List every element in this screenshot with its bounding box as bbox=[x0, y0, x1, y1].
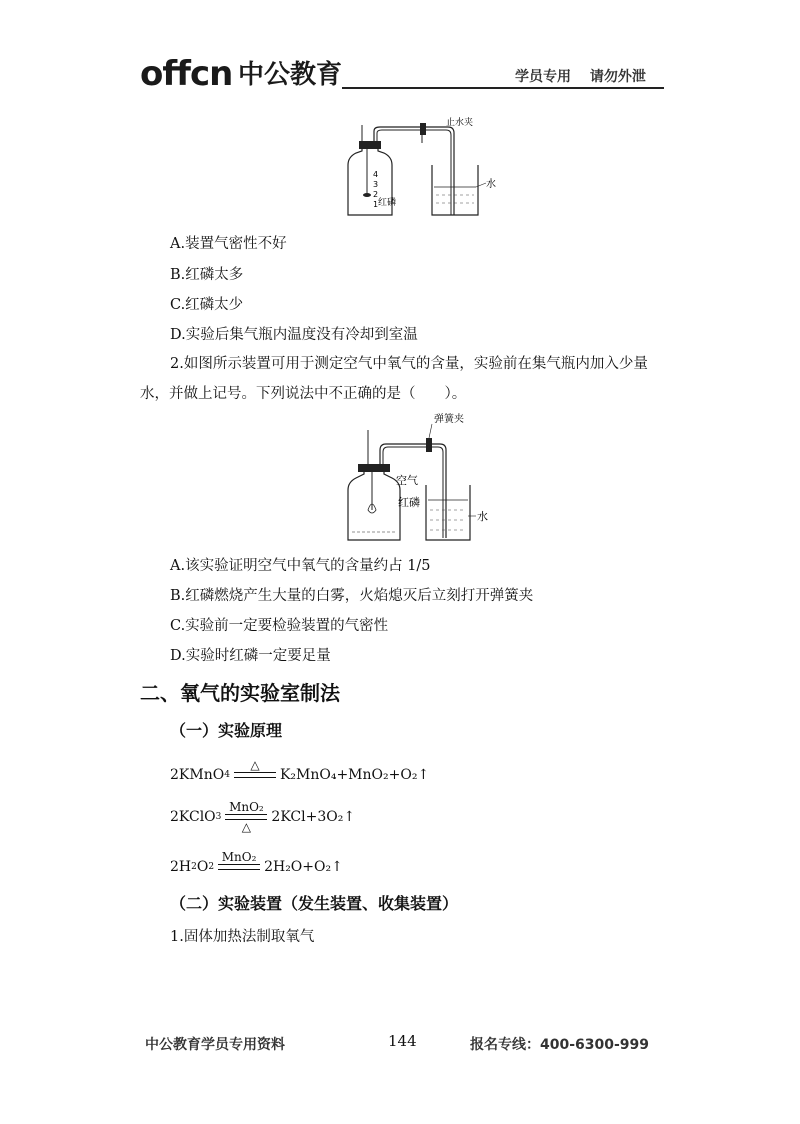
label-red-phosphorus-2: 红磷 bbox=[398, 496, 420, 509]
eq2-condition bbox=[225, 800, 267, 834]
eq1-rhs: K₂MnO₄+MnO₂+O₂↑ bbox=[279, 767, 430, 783]
equation-h2o2 bbox=[170, 850, 343, 884]
subsection-apparatus: （二）实验装置（发生装置、收集装置） bbox=[170, 894, 459, 913]
header-tag-no-leak: 请勿外泄 bbox=[589, 69, 646, 85]
logo-chinese: 中公教育 bbox=[238, 60, 343, 90]
eq3-lhs2: O bbox=[196, 859, 209, 875]
header-rule bbox=[342, 87, 664, 89]
mark-3: 3 bbox=[373, 180, 379, 189]
section-title: 二、氧气的实验室制法 bbox=[140, 681, 340, 705]
equation-kmno4 bbox=[170, 758, 429, 792]
eq3-equals-bars bbox=[218, 864, 260, 870]
q1-option-d: D.实验后集气瓶内温度没有冷却到室温 bbox=[170, 327, 418, 343]
eq3-condition bbox=[218, 850, 260, 884]
label-water: 水 bbox=[486, 179, 496, 190]
q1-option-b: B.红磷太多 bbox=[170, 267, 244, 283]
eq2-condition-top: MnO₂ bbox=[229, 800, 264, 814]
q2-option-d: D.实验时红磷一定要足量 bbox=[170, 648, 331, 664]
equation-kclo3 bbox=[170, 800, 355, 834]
footer-hotline: 报名专线：400-6300-999 bbox=[470, 1037, 650, 1053]
eq3-rhs: 2H₂O+O₂↑ bbox=[264, 859, 343, 875]
eq1-equals-bars bbox=[234, 772, 276, 778]
q2-stem: 2.如图所示装置可用于测定空气中氧气的含量，实验前在集气瓶内加入少量水，并做上记号。下列说法中不正确的是（ ）。 bbox=[140, 356, 648, 402]
eq1-condition bbox=[234, 758, 276, 792]
label-red-phosphorus: 红磷 bbox=[378, 198, 397, 208]
eq2-lhs: 2KClO bbox=[170, 809, 216, 825]
q2-option-c: C.实验前一定要检验装置的气密性 bbox=[170, 618, 389, 634]
eq3-condition-top: MnO₂ bbox=[221, 850, 257, 864]
eq3-lhs: 2H bbox=[170, 859, 192, 875]
q1-option-c: C.红磷太少 bbox=[170, 297, 244, 313]
subsection-principle: （一）实验原理 bbox=[170, 721, 283, 740]
eq2-condition-bottom: △ bbox=[241, 820, 252, 834]
label-water-2: 水 bbox=[477, 510, 488, 523]
q2-option-a: A.该实验证明空气中氧气的含量约占 1/5 bbox=[170, 558, 431, 574]
eq1-lhs: 2KMnO bbox=[170, 767, 225, 783]
eq3-lhs-sub: 2 bbox=[191, 862, 197, 872]
q2-option-b: B.红磷燃烧产生大量的白雾，火焰熄灭后立刻打开弹簧夹 bbox=[170, 588, 534, 604]
header-tags bbox=[515, 66, 646, 86]
item-solid-heating: 1.固体加热法制取氧气 bbox=[170, 929, 315, 945]
logo-offcn: offcn bbox=[140, 54, 233, 94]
label-spring-clamp: 弹簧夹 bbox=[434, 414, 464, 425]
mark-4: 4 bbox=[373, 170, 379, 179]
eq3-lhs-sub2: 2 bbox=[208, 862, 215, 872]
eq2-rhs: 2KCl+3O₂↑ bbox=[271, 809, 356, 825]
label-clamp: 止水夹 bbox=[446, 118, 474, 128]
footer-left-text: 中公教育学员专用资料 bbox=[145, 1037, 285, 1053]
q1-option-a: A.装置气密性不好 bbox=[170, 236, 287, 252]
figure-apparatus-2 bbox=[340, 410, 500, 545]
figure-apparatus-1 bbox=[340, 115, 510, 220]
mark-1: 1 bbox=[373, 200, 379, 209]
label-air: 空气 bbox=[396, 474, 418, 487]
mark-2: 2 bbox=[373, 190, 379, 199]
eq1-condition-top: △ bbox=[250, 758, 260, 772]
eq2-lhs-sub: 3 bbox=[215, 812, 222, 822]
header-tag-students-only: 学员专用 bbox=[515, 69, 571, 85]
page-number: 144 bbox=[388, 1032, 417, 1050]
eq1-lhs-sub: 4 bbox=[224, 770, 230, 780]
